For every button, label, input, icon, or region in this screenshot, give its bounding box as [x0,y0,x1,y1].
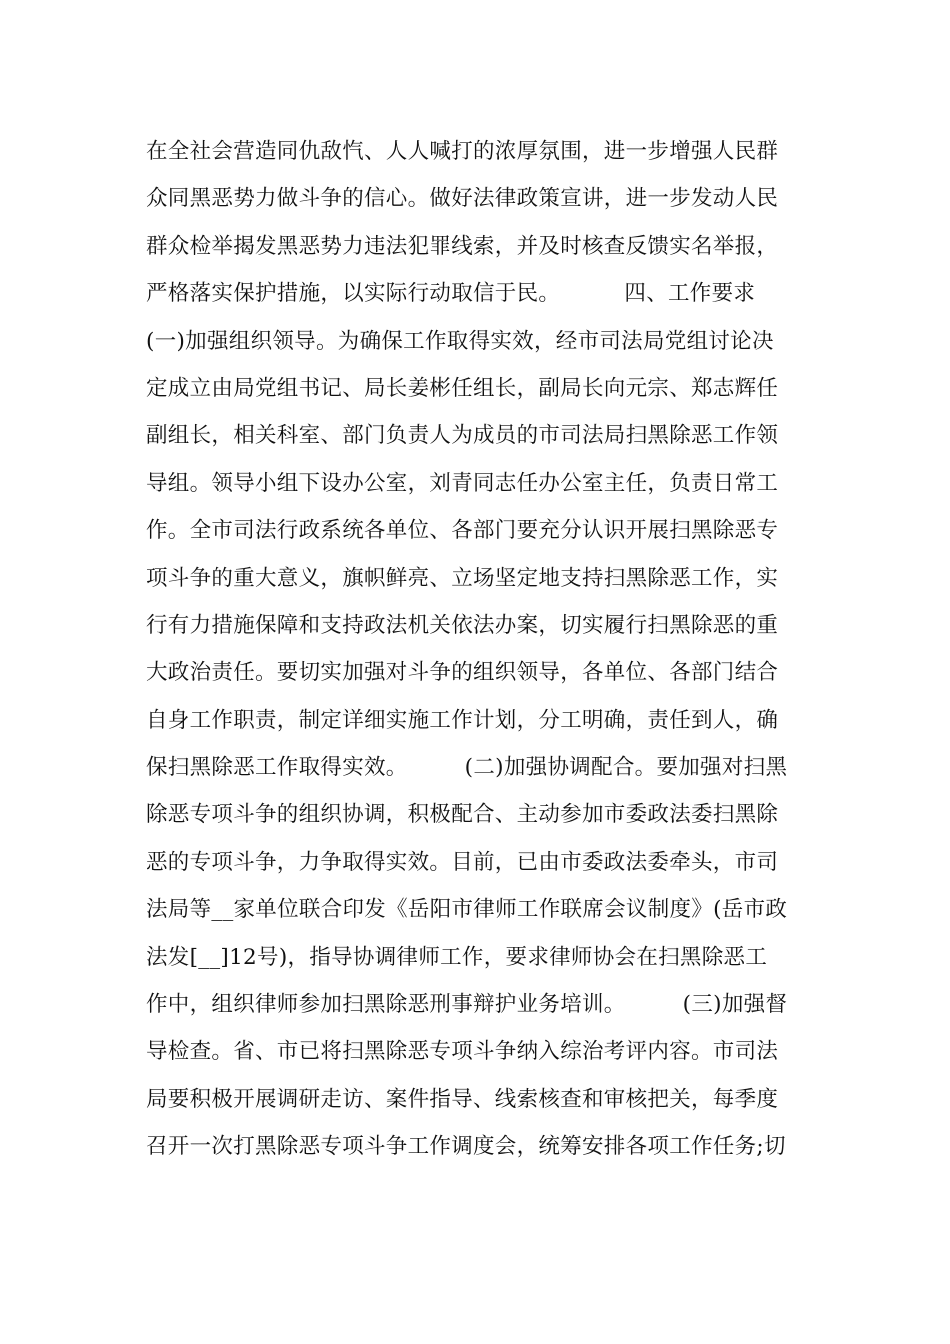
text-line: 群众检举揭发黑恶势力违法犯罪线索，并及时核查反馈实名举报， [146,233,779,259]
text-line: (一)加强组织领导。为确保工作取得实效，经市司法局党组讨论决 [146,328,774,354]
text-line: 除恶专项斗争的组织协调，积极配合、主动参加市委政法委扫黑除 [146,802,779,828]
text-line: 大政治责任。要切实加强对斗争的组织领导，各单位、各部门结合 [146,660,779,686]
text-line: 恶的专项斗争，力争取得实效。目前，已由市委政法委牵头，市司 [146,849,779,875]
text-line: 严格落实保护措施，以实际行动取信于民。 四、工作要求 [146,281,756,307]
text-line: 法发[__]12号)，指导协调律师工作，要求律师协会在扫黑除恶工 [146,944,768,970]
text-line: 项斗争的重大意义，旗帜鲜亮、立场坚定地支持扫黑除恶工作，实 [146,565,779,591]
text-line: 局要积极开展调研走访、案件指导、线索核查和审核把关，每季度 [146,1086,779,1112]
text-line: 行有力措施保障和支持政法机关依法办案，切实履行扫黑除恶的重 [146,612,779,638]
text-line: 保扫黑除恶工作取得实效。 (二)加强协调配合。要加强对扫黑 [146,755,788,781]
body-text [146,128,836,1171]
text-line: 导检查。省、市已将扫黑除恶专项斗争纳入综治考评内容。市司法 [146,1039,779,1065]
text-line: 作。全市司法行政系统各单位、各部门要充分认识开展扫黑除恶专 [146,518,779,544]
text-line: 定成立由局党组书记、局长姜彬任组长，副局长向元宗、郑志辉任 [146,375,779,401]
text-line: 在全社会营造同仇敌忾、人人喊打的浓厚氛围，进一步增强人民群 [146,139,779,164]
text-line: 副组长，相关科室、部门负责人为成员的市司法局扫黑除恶工作领 [146,423,779,449]
text-line: 召开一次打黑除恶专项斗争工作调度会，统筹安排各项工作任务;切 [146,1134,786,1160]
text-line: 法局等__家单位联合印发《岳阳市律师工作联席会议制度》(岳市政 [146,897,788,923]
text-line: 众同黑恶势力做斗争的信心。做好法律政策宣讲，进一步发动人民 [146,186,779,212]
text-line: 作中，组织律师参加扫黑除恶刑事辩护业务培训。 (三)加强督 [146,992,788,1018]
text-line: 导组。领导小组下设办公室，刘青同志任办公室主任，负责日常工 [146,470,779,496]
text-line: 自身工作职责，制定详细实施工作计划，分工明确，责任到人，确 [146,707,779,733]
